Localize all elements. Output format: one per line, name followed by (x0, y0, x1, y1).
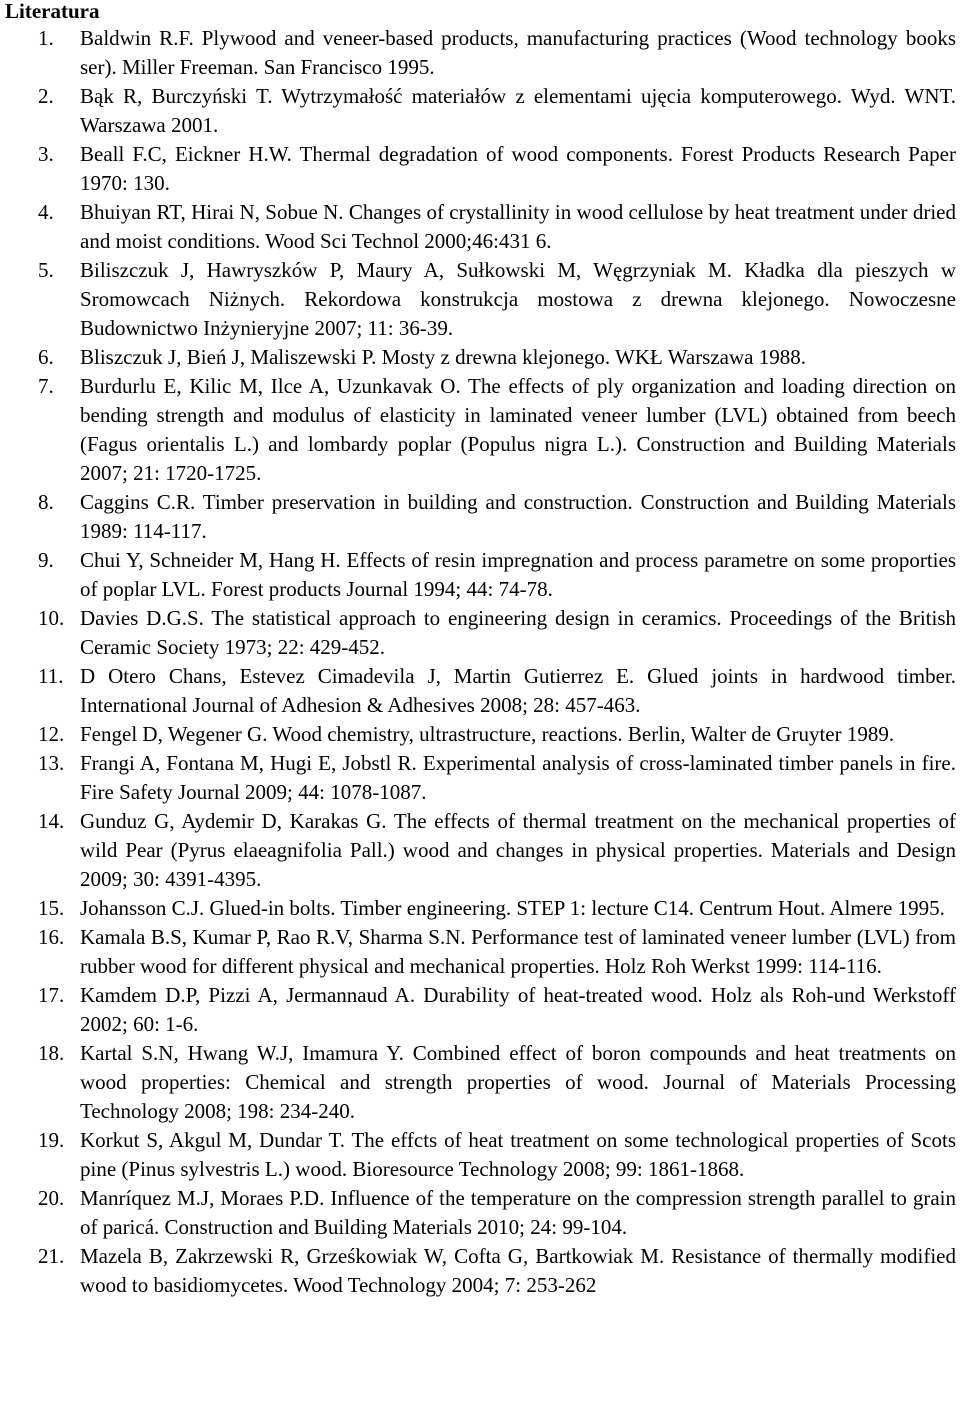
reference-text: Bhuiyan RT, Hirai N, Sobue N. Changes of crystallinity in wood cellulose by heat treatment under dried and moist conditions. Wood Sci Technol 2000;46:431 6. (80, 200, 956, 253)
reference-item (5, 488, 956, 546)
reference-number: 12. (38, 722, 65, 746)
reference-text: Korkut S, Akgul M, Dundar T. The effcts of heat treatment on some technological properties of Scots pine (Pinus sylvestris L.) wood. Bioresource Technology 2008; 99: 1861-1868. (80, 1128, 956, 1181)
reference-number: 6. (38, 345, 54, 369)
reference-number: 17. (38, 983, 65, 1007)
reference-item (5, 923, 956, 981)
reference-text: Bliszczuk J, Bień J, Maliszewski P. Mosty z drewna klejonego. WKŁ Warszawa 1988. (80, 345, 806, 369)
reference-number: 1. (38, 26, 54, 50)
reference-item (5, 24, 956, 82)
reference-text: Beall F.C, Eickner H.W. Thermal degradation of wood components. Forest Products Research Paper 1970: 130. (80, 142, 956, 195)
reference-number: 14. (38, 809, 65, 833)
reference-number: 2. (38, 84, 54, 108)
reference-item (5, 140, 956, 198)
reference-item (5, 894, 956, 923)
reference-number: 18. (38, 1041, 65, 1065)
reference-item (5, 1242, 956, 1300)
reference-text: Burdurlu E, Kilic M, Ilce A, Uzunkavak O. The effects of ply organization and loading direction on bending strength and modulus of elasticity in laminated veneer lumber (LVL) obtained from beech (Fagus orientalis L.) and lombardy poplar (Populus nigra L.). Construction and Building Materials 2007; 21: 1720-1725. (80, 374, 956, 485)
reference-text: Bąk R, Burczyński T. Wytrzymałość materiałów z elementami ujęcia komputerowego. Wyd. WNT. Warszawa 2001. (80, 84, 956, 137)
reference-text: Manríquez M.J, Moraes P.D. Influence of the temperature on the compression strength parallel to grain of paricá. Construction and Building Materials 2010; 24: 99-104. (80, 1186, 956, 1239)
reference-text: Kamala B.S, Kumar P, Rao R.V, Sharma S.N. Performance test of laminated veneer lumber (LVL) from rubber wood for different physical and mechanical properties. Holz Roh Werkst 1999: 114-116. (80, 925, 956, 978)
reference-number: 15. (38, 896, 65, 920)
section-heading: Literatura (5, 0, 100, 23)
reference-item (5, 82, 956, 140)
reference-text: Johansson C.J. Glued-in bolts. Timber engineering. STEP 1: lecture C14. Centrum Hout. Almere 1995. (80, 896, 945, 920)
reference-text: Chui Y, Schneider M, Hang H. Effects of resin impregnation and process parametre on some proporties of poplar LVL. Forest products Journal 1994; 44: 74-78. (80, 548, 956, 601)
reference-text: Baldwin R.F. Plywood and veneer-based products, manufacturing practices (Wood technology books ser). Miller Freeman. San Francisco 1995. (80, 26, 956, 79)
reference-item (5, 662, 956, 720)
reference-number: 5. (38, 258, 54, 282)
reference-text: Caggins C.R. Timber preservation in building and construction. Construction and Building Materials 1989: 114-117. (80, 490, 956, 543)
reference-item (5, 981, 956, 1039)
reference-number: 11. (38, 664, 64, 688)
reference-text: Fengel D, Wegener G. Wood chemistry, ultrastructure, reactions. Berlin, Walter de Gruyter 1989. (80, 722, 895, 746)
reference-number: 13. (38, 751, 65, 775)
reference-text: D Otero Chans, Estevez Cimadevila J, Martin Gutierrez E. Glued joints in hardwood timber. International Journal of Adhesion & Adhesives 2008; 28: 457-463. (80, 664, 956, 717)
reference-item (5, 372, 956, 488)
reference-text: Biliszczuk J, Hawryszków P, Maury A, Sułkowski M, Węgrzyniak M. Kładka dla pieszych w Sromowcach Niżnych. Rekordowa konstrukcja mostowa z drewna klejonego. Nowoczesne Budownictwo Inżynieryjne 2007; 11: 36-39. (80, 258, 956, 340)
reference-item (5, 604, 956, 662)
reference-item (5, 198, 956, 256)
reference-list (5, 24, 956, 1300)
reference-number: 9. (38, 548, 54, 572)
reference-item (5, 1039, 956, 1126)
reference-text: Kamdem D.P, Pizzi A, Jermannaud A. Durability of heat-treated wood. Holz als Roh-und Werkstoff 2002; 60: 1-6. (80, 983, 956, 1036)
reference-text: Davies D.G.S. The statistical approach to engineering design in ceramics. Proceedings of the British Ceramic Society 1973; 22: 429-452. (80, 606, 956, 659)
reference-number: 3. (38, 142, 54, 166)
reference-item (5, 256, 956, 343)
reference-text: Gunduz G, Aydemir D, Karakas G. The effects of thermal treatment on the mechanical properties of wild Pear (Pyrus elaeagnifolia Pall.) wood and changes in physical properties. Materials and Design 2009; 30: 4391-4395. (80, 809, 956, 891)
reference-item (5, 1126, 956, 1184)
reference-number: 10. (38, 606, 65, 630)
reference-item (5, 343, 956, 372)
reference-item (5, 1184, 956, 1242)
reference-number: 20. (38, 1186, 65, 1210)
reference-number: 7. (38, 374, 54, 398)
reference-number: 19. (38, 1128, 65, 1152)
reference-item (5, 807, 956, 894)
reference-number: 4. (38, 200, 54, 224)
reference-item (5, 749, 956, 807)
reference-text: Frangi A, Fontana M, Hugi E, Jobstl R. Experimental analysis of cross-laminated timber panels in fire. Fire Safety Journal 2009; 44: 1078-1087. (80, 751, 956, 804)
reference-text: Mazela B, Zakrzewski R, Grześkowiak W, Cofta G, Bartkowiak M. Resistance of thermally modified wood to basidiomycetes. Wood Technology 2004; 7: 253-262 (80, 1244, 956, 1297)
reference-number: 8. (38, 490, 54, 514)
reference-item (5, 720, 956, 749)
reference-number: 16. (38, 925, 65, 949)
reference-text: Kartal S.N, Hwang W.J, Imamura Y. Combined effect of boron compounds and heat treatments on wood properties: Chemical and strength properties of wood. Journal of Materials Processing Technology 2008; 198: 234-240. (80, 1041, 956, 1123)
reference-item (5, 546, 956, 604)
reference-number: 21. (38, 1244, 65, 1268)
